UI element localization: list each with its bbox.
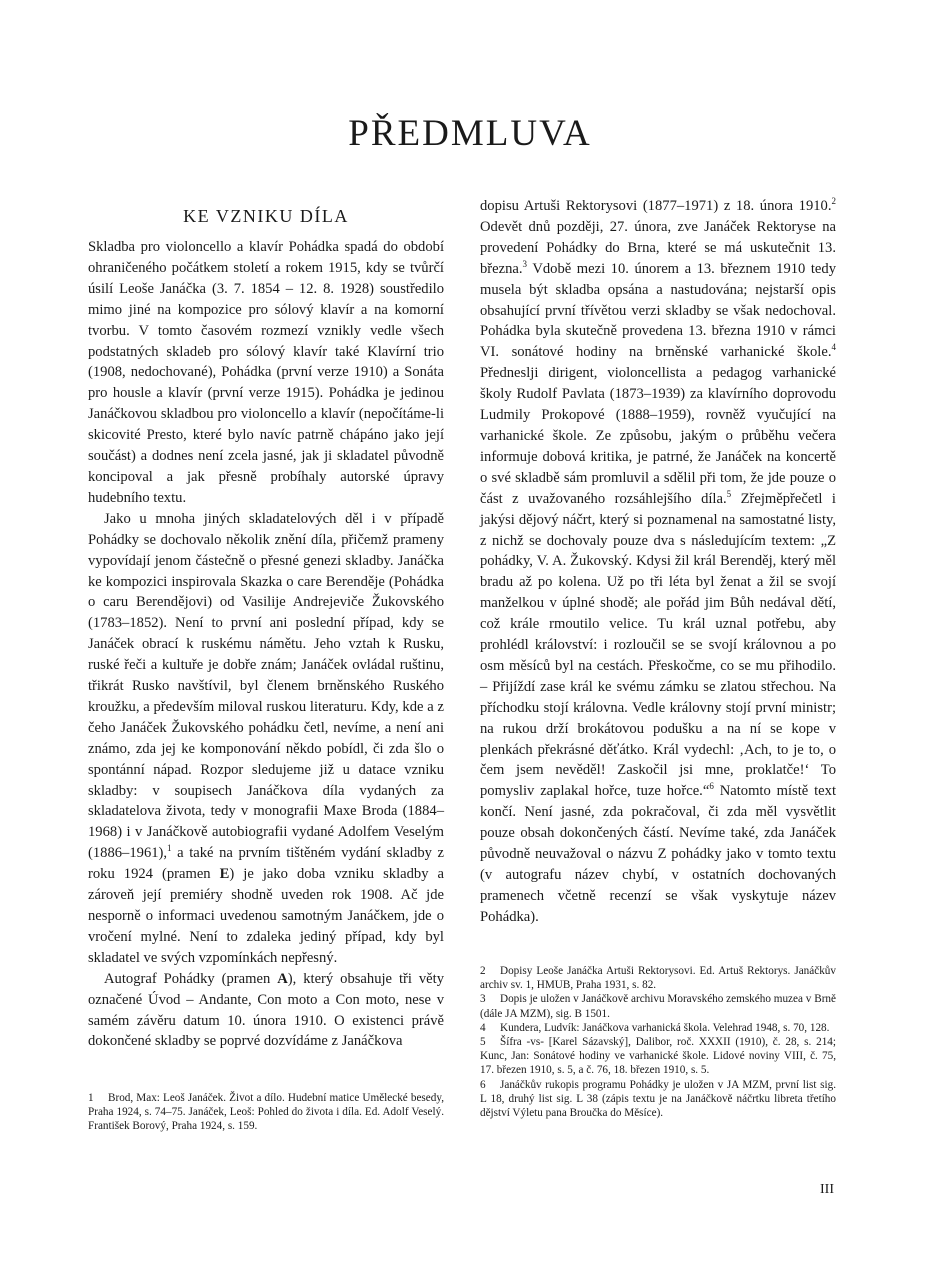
source-label-e: E	[219, 866, 230, 883]
footnote: 3 Dopis je uložen v Janáčkově archivu Moravského zemského muzea v Brně (dále JA MZM), sig. B 1501.	[480, 993, 836, 1020]
footnote: 1 Brod, Max: Leoš Janáček. Život a dílo. Hudební matice Umělecké besedy, Praha 1924, s. 74–75. Janáček, Leoš: Pohled do života i díla. Ed. Adolf Veselý. František Borový, Praha 1924, s. 159.	[88, 1092, 444, 1133]
footnote-ref-4: 4	[831, 342, 836, 353]
right-column	[480, 196, 836, 928]
footnote-ref-2: 2	[831, 196, 836, 207]
footnote: 6 Janáčkův rukopis programu Pohádky je uložen v JA MZM, první list sig. L 18, druhý list sig. L 38 (zápis textu je na Janáčkově náčrtku libreta třetího dějství Výletu pana Broučka do Měsíce).	[480, 1078, 836, 1120]
paragraph-3-continued: dopisu Artuši Rektorysovi (1877–1971) z 18. února 1910.$^2$ Odevět dnů později, 27. února, zve Janáček Rektoryse na provedení Pohádky do Brna, které se má uskutečnit 13. března.$^3$ Vdobě mezi 10. únorem a 13. březnem 1910 tedy musela být skladba opsána a nastudována; nejstarší opis obsahující první třívětou verzi skladby se však nedochoval. Pohádka byla skutečně provedena 13. března 1910 v rámci VI. sonátové hodiny na brněnské varhanické škole.$^4$ Předneslji dirigent, violoncellista a pedagog varhanické školy Rudolf Pavlata (1873–1939) za klavírního doprovodu Ludmily Prokopové (1888–1959), rovněž vyučující na varhanické škole. Ze způsobu, jakým o průběhu večera informuje dobová kritika, je patrné, že Janáček na koncertě o své skladbě sám promluvil a sdělil při tom, že jde pouze o část z uvažovaného rozsáhlejšího díla.$^5$ Zřejměpřečetl i jakýsi dějový náčrt, který si poznamenal na samostatné listy, z nichž se dochovaly pouze dva s následujícím textem: „Z pohádky, V. A. Žukovský. Kdysi žil král Berenděj, který měl bradu až po kolena. Už po tři léta byl ženat a žil se svojí manželkou v úplné shodě; ale pořád jim Bůh nedával dětí, což krále rmoutilo velice. Tu král uznal potřebu, aby prohlédl království: i rozloučil se se svojí královnou a po osm měsíců byl na cestách. Přeskočme, co se mu přihodilo. – Přijíždí zase král ke svému zámku se zlatou střechou. Na příchodku stojí královna. Vedle královny stojí první ministr; na rukou drží brokátovou podušku a na ní se kope v plenkách překrásné děťátko. Král vydechl: ‚Ach, to je to, o čem jsem nevěděl! Zaskočil jsi mne, proklatče!‘ To pomysliv zaplakal hořce, tuze hořce.“$^6$ Natomto místě text končí. Není jasné, zda pokračoval, či zda měl vysvětlit pouze obsah dokončených částí. Nevíme také, zda Janáček původně neuvažoval o názvu Z pohádky jako v tomto textu (v autografu název chybí, v ostatních dochovaných pramenech včetně recenzí se však vyskytuje název Pohádka).	[480, 196, 837, 925]
footnote-ref-1: 1	[167, 843, 172, 854]
section-heading: KE VZNIKU DÍLA	[183, 206, 349, 226]
paragraph-3: Autograf Pohádky (pramen A), který obsahuje tři věty označené Úvod – Andante, Con moto a Con moto, nese v samém závěru datum 10. února 1910. O existenci právě dokončené skladby se poprvé dozvídáme z Janáčkova	[88, 970, 444, 1050]
paragraph-1: Skladba pro violoncello a klavír Pohádka spadá do období ohraničeného počátkem století a rokem 1915, kdy se tvůrčí úsilí Leoše Janáčka (3. 7. 1854 – 12. 8. 1928) soustředilo mimo jiné na kompozice pro sólový klavír a na komorní tvorbu. V tomto časovém rozmezí vznikly vedle všech podstatných skladeb pro sólový klavír také Klavírní trio (1908, nedochované), Pohádka (první verze 1910) a Sonáta pro housle a klavír (první verze 1915). Pohádka je jedinou Janáčkovou skladbou pro violoncello a klavír (nepočítáme-li skicovité Presto, které bylo navíc patrně chápáno jako její součást) a dodnes není zcela jasné, jak ji skladatel původně koncipoval a jak přesně probíhaly autorské úpravy hudebního textu.	[88, 239, 444, 506]
footnote-ref-5: 5	[726, 488, 732, 499]
footnote-ref-6: 6	[709, 781, 714, 792]
paragraph-2: Jako u mnoha jiných skladatelových děl i v případě Pohádky se dochovalo několik znění díla, přičemž prameny vypovídají jenom částečně o přesné genezi skladby. Janáčka ke kompozici inspirovala Skazka o care Berenděje (Pohádka o caru Berendějovi) od Vasilije Andrejeviče Žukovského (1783–1852). Není to první ani poslední případ, kdy se Janáček obrací k ruskému námětu. Jeho vztah k Rusku, ruské řeči a kultuře je dobře znám; Janáček ovládal ruštinu, třikrát Rusko navštívil, byl členem brněnského Ruského kroužku, a především miloval ruskou literaturu. Kdy, kde a z čeho Janáček Žukovského pohádku četl, nevíme, a není ani známo, zda jej ke komponování někdo pobídl, či zda šlo o spontánní nápad. Rozpor sledujeme již u datace vzniku skladby: v soupisech Janáčkova díla vydaných za skladatelova života, tedy v monografii Maxe Broda (1884–1968) i v Janáčkově autobiografii vydané Adolfem Veselým (1886–1961),$^1$ a také na prvním tištěném vydání skladby z roku 1924 (pramen E) je jako doba vzniku skladby a zároveň její premiéry shodně uveden rok 1908. Ač jde nesporně o informaci uvedenou samotným Janáčkem, jde o vročení mylné. Není to zdaleka jediný případ, kdy byl skladatel ve svých vzpomínkách nepřesný.	[88, 510, 444, 966]
source-label-a: A	[277, 970, 288, 987]
left-column	[88, 196, 444, 1052]
footnote: 2 Dopisy Leoše Janáčka Artuši Rektorysovi. Ed. Artuš Rektorys. Janáčkův archiv sv. 1, HMUB, Praha 1931, s. 82.	[480, 965, 836, 992]
footnotes-left	[88, 1091, 444, 1134]
footnote: 4 Kundera, Ludvík: Janáčkova varhanická škola. Velehrad 1948, s. 70, 128.	[480, 1021, 830, 1034]
footnotes-right	[480, 964, 836, 1120]
footnote-ref-3: 3	[522, 258, 528, 269]
page-title: PŘEDMLUVA	[348, 113, 592, 154]
page-number: III	[820, 1182, 834, 1197]
footnote: 5 Šífra -vs- [Karel Sázavský], Dalibor, roč. XXXII (1910), č. 28, s. 214; Kunc, Jan: Sonátové hodiny ve varhanické škole. Lidové noviny VIII, č. 75, 17. březen 1910, s. 5, a č. 76, 18. březen 1910, s. 5.	[480, 1036, 836, 1077]
